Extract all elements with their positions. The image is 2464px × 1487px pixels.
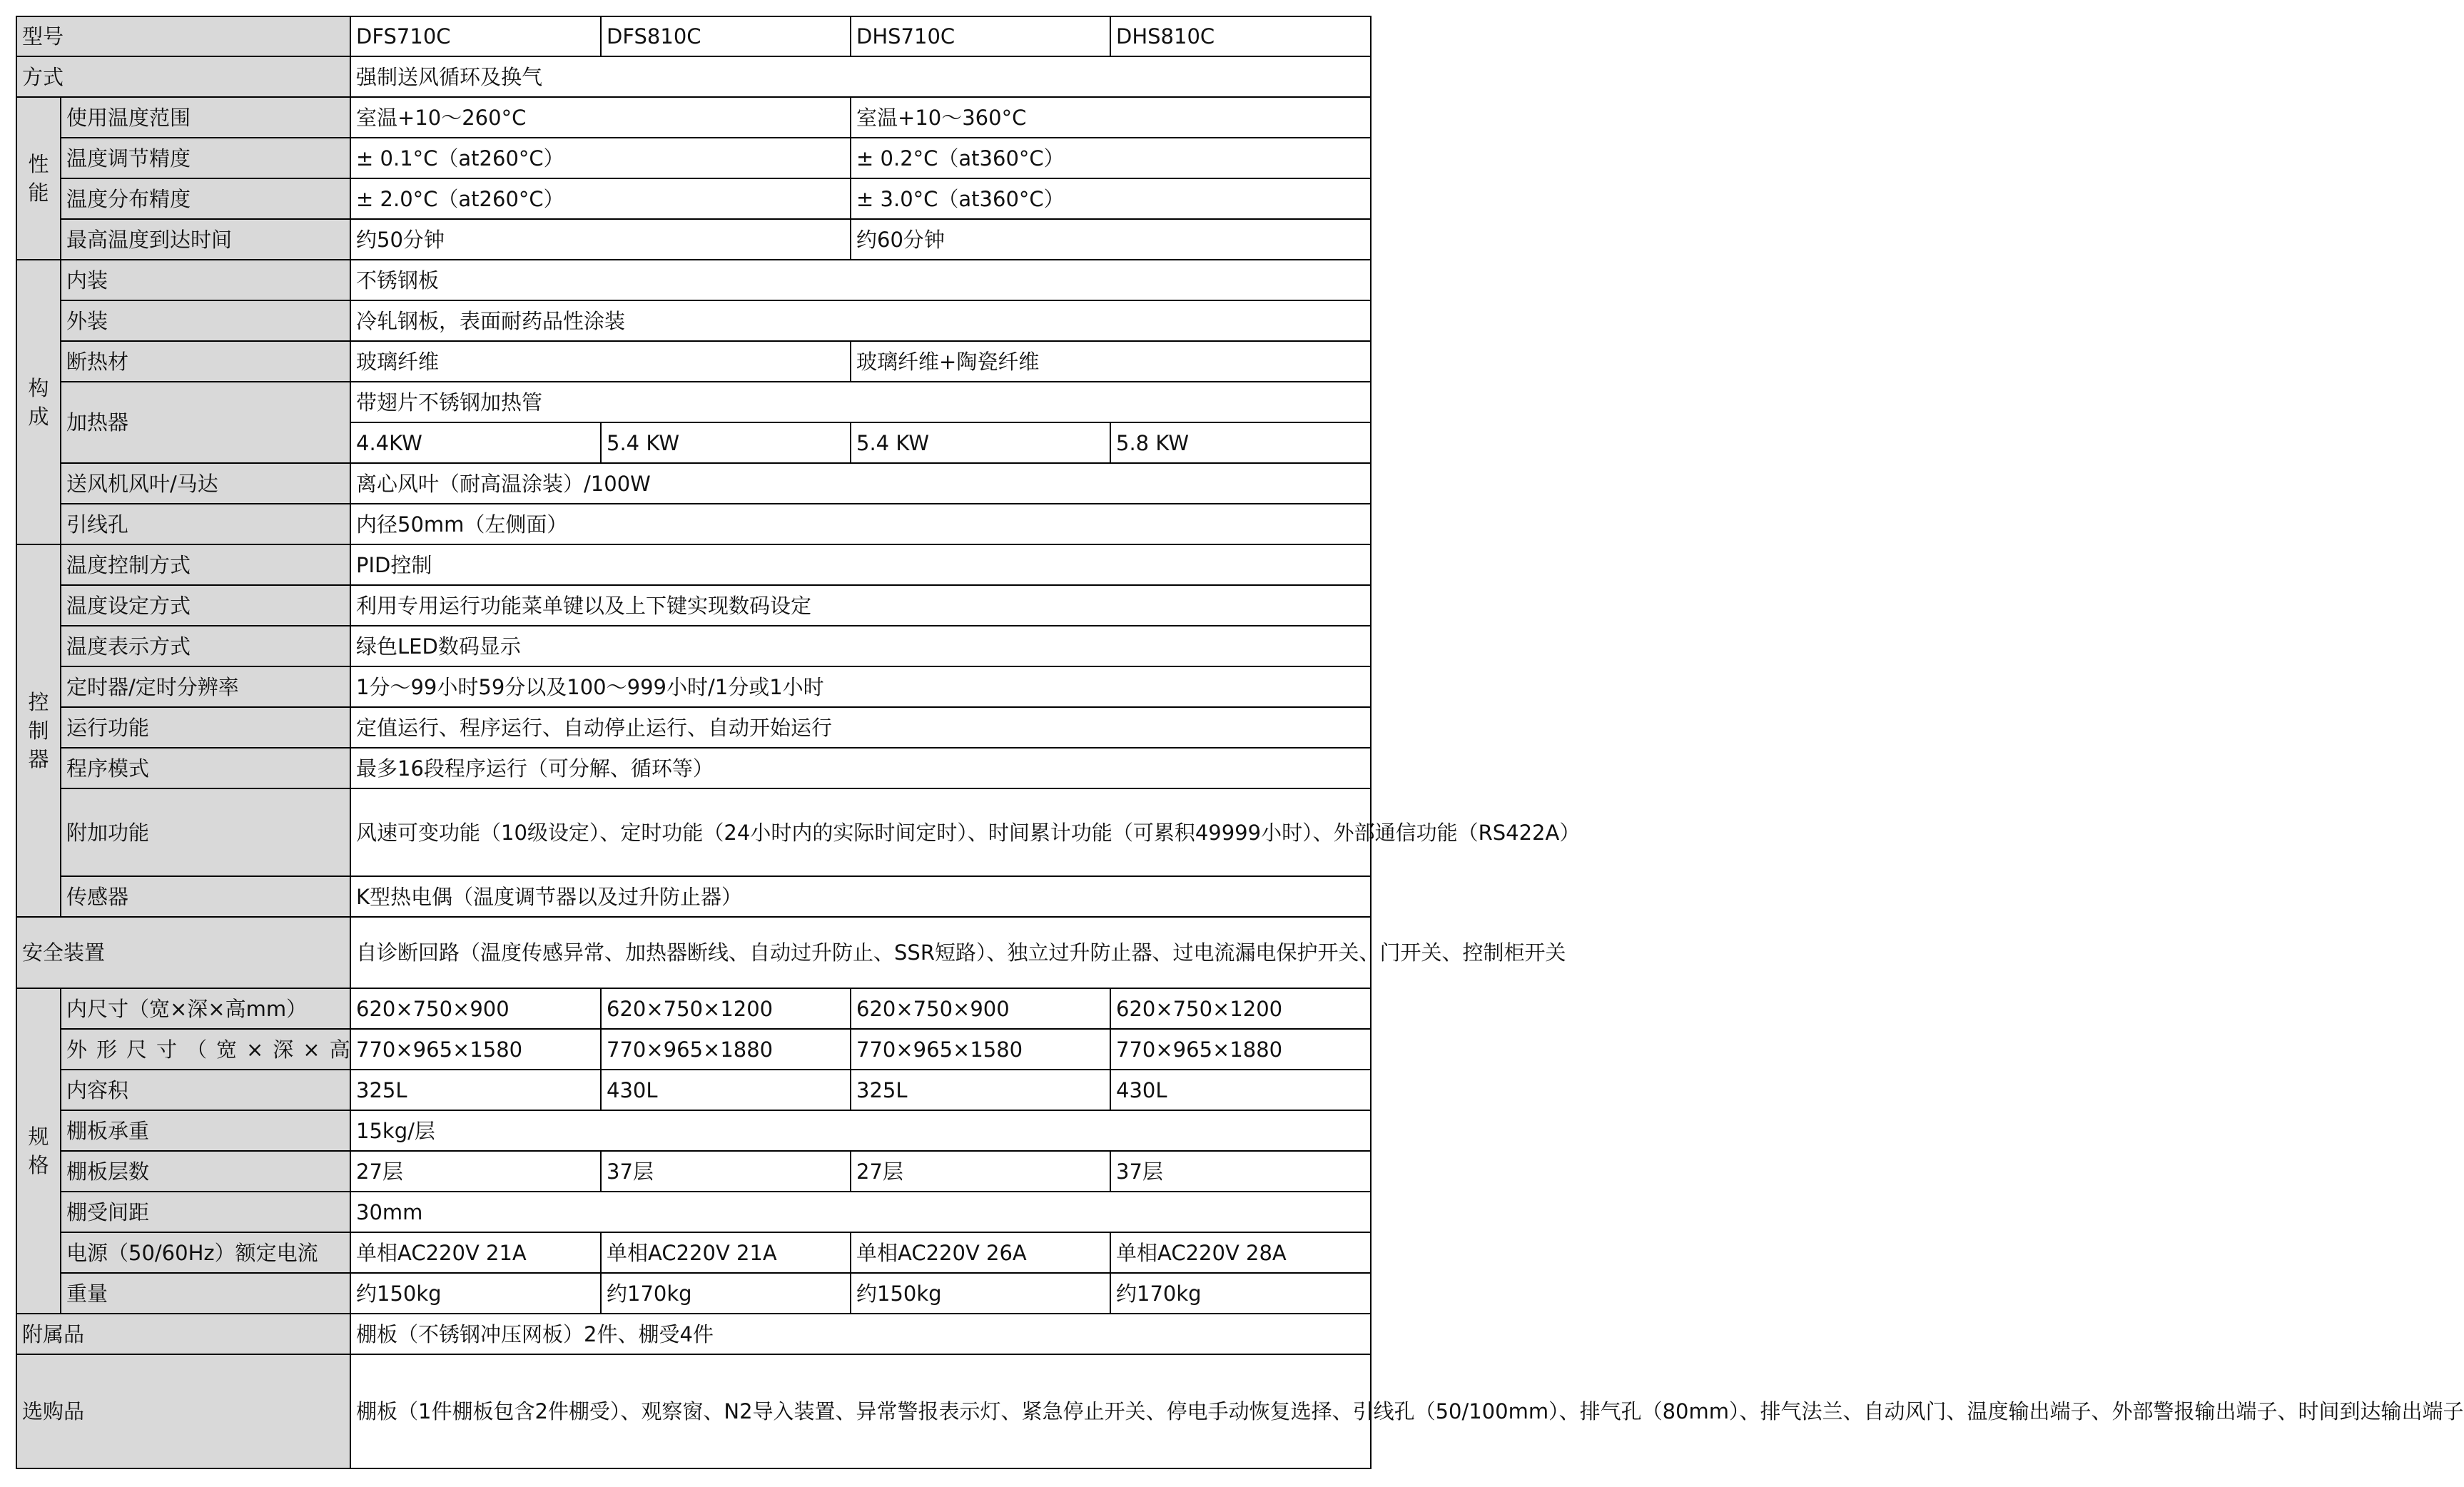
cell-value: 风速可变功能（10级设定）、定时功能（24小时内的实际时间定时）、时间累计功能（可累积49999小时）、外部通信功能（RS422A） (350, 788, 1371, 876)
cell-value: 770×965×1880 (1110, 1029, 1371, 1070)
table-row (16, 1110, 1371, 1151)
cell-value: 27层 (350, 1151, 601, 1192)
cell-value: 620×750×900 (851, 988, 1110, 1029)
table-row (16, 1232, 1371, 1273)
row-label: 外形尺寸（宽×深×高 (61, 1029, 350, 1070)
table-row (16, 300, 1371, 341)
cell-value: 利用专用运行功能菜单键以及上下键实现数码设定 (350, 585, 1371, 626)
cell-value: PID控制 (350, 544, 1371, 585)
row-label: 电源（50/60Hz）额定电流 (61, 1232, 350, 1273)
row-label: 附加功能 (61, 788, 350, 876)
table-row (16, 585, 1371, 626)
row-label: 送风机风叶/马达 (61, 463, 350, 504)
table-row (16, 341, 1371, 382)
cell-value: 770×965×1580 (350, 1029, 601, 1070)
table-row (16, 1273, 1371, 1314)
row-label: 棚受间距 (61, 1192, 350, 1232)
table-row (16, 988, 1371, 1029)
cell-value: ± 0.1°C（at260°C） (350, 138, 851, 178)
group-label-construction: 构 成 (16, 260, 61, 544)
table-row (16, 1151, 1371, 1192)
row-label: 内容积 (61, 1070, 350, 1110)
row-label: 引线孔 (61, 504, 350, 544)
cell-value: 430L (1110, 1070, 1371, 1110)
cell-value: 单相AC220V 28A (1110, 1232, 1371, 1273)
table-row (16, 876, 1371, 917)
group-label-controller: 控 制 器 (16, 544, 61, 917)
cell-value: 约150kg (851, 1273, 1110, 1314)
cell-value: 620×750×1200 (1110, 988, 1371, 1029)
table-row (16, 504, 1371, 544)
row-label: 温度控制方式 (61, 544, 350, 585)
cell-value: 15kg/层 (350, 1110, 1371, 1151)
row-label: 内尺寸（宽×深×高mm） (61, 988, 350, 1029)
row-label: 棚板层数 (61, 1151, 350, 1192)
method-label: 方式 (16, 56, 350, 97)
cell-value: 约50分钟 (350, 219, 851, 260)
model-name: DFS810C (601, 16, 851, 56)
table-row (16, 748, 1371, 788)
cell-value: 620×750×900 (350, 988, 601, 1029)
cell-value: 325L (851, 1070, 1110, 1110)
row-label: 内装 (61, 260, 350, 300)
cell-value: 约170kg (601, 1273, 851, 1314)
row-label: 使用温度范围 (61, 97, 350, 138)
cell-value: 绿色LED数码显示 (350, 626, 1371, 666)
cell-value: K型热电偶（温度调节器以及过升防止器） (350, 876, 1371, 917)
spec-table (16, 16, 2464, 1469)
cell-value: ± 0.2°C（at360°C） (851, 138, 1371, 178)
cell-value: 770×965×1880 (601, 1029, 851, 1070)
cell-value: 约170kg (1110, 1273, 1371, 1314)
cell-value: 37层 (601, 1151, 851, 1192)
cell-value: 30mm (350, 1192, 1371, 1232)
row-label: 外装 (61, 300, 350, 341)
cell-value: 室温+10～260°C (350, 97, 851, 138)
row-label: 传感器 (61, 876, 350, 917)
table-row (16, 260, 1371, 300)
model-name: DHS710C (851, 16, 1110, 56)
cell-value: 单相AC220V 21A (601, 1232, 851, 1273)
cell-value: 内径50mm（左侧面） (350, 504, 1371, 544)
cell-value: 不锈钢板 (350, 260, 1371, 300)
group-label-performance: 性 能 (16, 97, 61, 260)
method-row (16, 56, 1371, 97)
group-label-specs: 规 格 (16, 988, 61, 1314)
row-label: 定时器/定时分辨率 (61, 666, 350, 707)
cell-value: 带翅片不锈钢加热管 (350, 382, 1371, 422)
method-value: 强制送风循环及换气 (350, 56, 1371, 97)
cell-value: 1分～99小时59分以及100～999小时/1分或1小时 (350, 666, 1371, 707)
cell-value: 620×750×1200 (601, 988, 851, 1029)
table-row (16, 666, 1371, 707)
row-label: 温度表示方式 (61, 626, 350, 666)
cell-value: 最多16段程序运行（可分解、循环等） (350, 748, 1371, 788)
cell-value: 430L (601, 1070, 851, 1110)
table-row (16, 1029, 1371, 1070)
accessories-value: 棚板（不锈钢冲压网板）2件、棚受4件 (350, 1314, 1371, 1354)
cell-value: 室温+10～360°C (851, 97, 1371, 138)
options-row (16, 1354, 1371, 1468)
cell-value: 单相AC220V 26A (851, 1232, 1110, 1273)
table-row (16, 1070, 1371, 1110)
cell-value: 约150kg (350, 1273, 601, 1314)
accessories-label: 附属品 (16, 1314, 350, 1354)
cell-value: 定值运行、程序运行、自动停止运行、自动开始运行 (350, 707, 1371, 748)
table-row (16, 97, 1371, 138)
cell-value: 770×965×1580 (851, 1029, 1110, 1070)
cell-value: 27层 (851, 1151, 1110, 1192)
options-value: 棚板（1件棚板包含2件棚受）、观察窗、N2导入装置、异常警报表示灯、紧急停止开关、停电手动恢复选择、引线孔（50/100mm）、排气孔（80mm）、排气法兰、自动风门、温度输出端子、外部警报输出端子、时间到达输出端子 (350, 1354, 1371, 1468)
model-name: DFS710C (350, 16, 601, 56)
table-row (16, 788, 1371, 876)
row-label: 加热器 (61, 382, 350, 463)
row-label: 最高温度到达时间 (61, 219, 350, 260)
cell-value: 玻璃纤维+陶瓷纤维 (851, 341, 1371, 382)
cell-value: 冷轧钢板，表面耐药品性涂装 (350, 300, 1371, 341)
table-row (16, 544, 1371, 585)
table-row (16, 707, 1371, 748)
cell-value: ± 3.0°C（at360°C） (851, 178, 1371, 219)
table-row (16, 382, 1371, 422)
safety-row (16, 917, 1371, 988)
row-label: 运行功能 (61, 707, 350, 748)
cell-value: 5.4 KW (851, 422, 1110, 463)
table-row (16, 1192, 1371, 1232)
table-row (16, 626, 1371, 666)
table-row (16, 219, 1371, 260)
safety-label: 安全装置 (16, 917, 350, 988)
header-row (16, 16, 1371, 56)
cell-value: 325L (350, 1070, 601, 1110)
table-row (16, 463, 1371, 504)
row-label: 温度设定方式 (61, 585, 350, 626)
cell-value: 约60分钟 (851, 219, 1371, 260)
row-label: 重量 (61, 1273, 350, 1314)
row-label: 程序模式 (61, 748, 350, 788)
cell-value: 离心风叶（耐高温涂装）/100W (350, 463, 1371, 504)
options-label: 选购品 (16, 1354, 350, 1468)
table-row (16, 178, 1371, 219)
cell-value: 4.4KW (350, 422, 601, 463)
cell-value: 单相AC220V 21A (350, 1232, 601, 1273)
row-label: 棚板承重 (61, 1110, 350, 1151)
cell-value: 5.8 KW (1110, 422, 1371, 463)
model-name: DHS810C (1110, 16, 1371, 56)
row-label: 温度分布精度 (61, 178, 350, 219)
row-label: 温度调节精度 (61, 138, 350, 178)
cell-value: 37层 (1110, 1151, 1371, 1192)
safety-value: 自诊断回路（温度传感异常、加热器断线、自动过升防止、SSR短路）、独立过升防止器、过电流漏电保护开关、门开关、控制柜开关 (350, 917, 1371, 988)
table-row (16, 138, 1371, 178)
cell-value: 玻璃纤维 (350, 341, 851, 382)
cell-value: 5.4 KW (601, 422, 851, 463)
row-label: 断热材 (61, 341, 350, 382)
cell-value: ± 2.0°C（at260°C） (350, 178, 851, 219)
accessories-row (16, 1314, 1371, 1354)
model-label: 型号 (16, 16, 350, 56)
